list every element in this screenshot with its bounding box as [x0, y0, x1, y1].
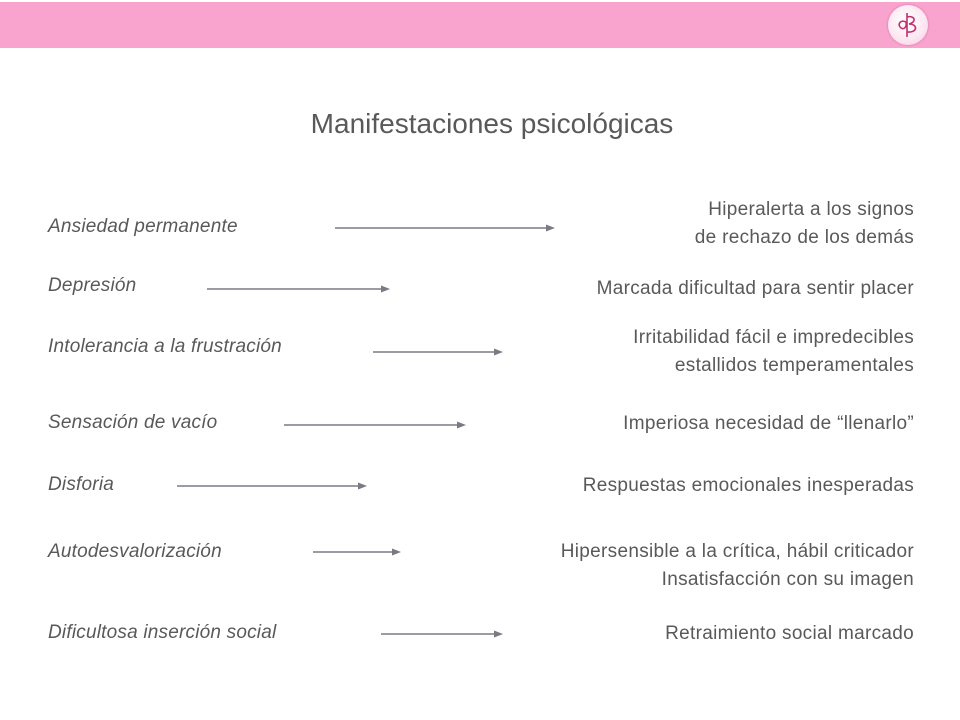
- item-right-line: de rechazo de los demás: [694, 227, 914, 248]
- item-right-intolerancia: [633, 324, 914, 380]
- item-right-line: Imperiosa necesidad de “llenarlo”: [623, 413, 914, 434]
- arrow-right-icon: [177, 480, 369, 492]
- item-left-disforia: Disforia: [48, 474, 115, 495]
- item-left-depresion: Depresión: [48, 275, 137, 296]
- item-right-line: Retraimiento social marcado: [665, 623, 914, 644]
- item-right-line: Respuestas emocionales inesperadas: [582, 475, 914, 496]
- item-left-autodesvalorizacion: Autodesvalorización: [48, 541, 222, 562]
- item-right-line: estallidos temperamentales: [674, 355, 914, 376]
- page-title: Manifestaciones psicológicas: [310, 108, 674, 139]
- header-bar: [0, 2, 960, 48]
- arrow-right-icon: [373, 346, 505, 358]
- item-right-ansiedad: [695, 196, 914, 252]
- ab-monogram-logo: [888, 5, 928, 45]
- item-right-vacio: [623, 410, 914, 438]
- item-right-line: Irritabilidad fácil e impredecibles: [633, 327, 914, 348]
- item-right-line: Marcada dificultad para sentir placer: [596, 278, 914, 299]
- item-left-vacio: Sensación de vacío: [48, 412, 218, 433]
- logo-mark-icon: [888, 5, 928, 45]
- item-left-insercion: Dificultosa inserción social: [48, 622, 277, 643]
- arrow-right-icon: [313, 546, 403, 558]
- arrow-right-icon: [284, 419, 468, 431]
- item-right-line: Hiperalerta a los signos: [708, 199, 914, 220]
- item-left-ansiedad: Ansiedad permanente: [48, 216, 238, 237]
- item-left-intolerancia: Intolerancia a la frustración: [48, 336, 282, 357]
- item-right-autodesvalorizacion: [561, 538, 914, 594]
- item-right-disforia: [583, 472, 914, 500]
- item-right-line: Insatisfacción con su imagen: [661, 569, 914, 590]
- item-right-insercion: [665, 620, 914, 648]
- item-right-depresion: [597, 275, 914, 303]
- item-right-line: Hipersensible a la crítica, hábil criticador: [560, 541, 914, 562]
- arrow-right-icon: [207, 283, 392, 295]
- arrow-right-icon: [335, 222, 557, 234]
- arrow-right-icon: [381, 628, 505, 640]
